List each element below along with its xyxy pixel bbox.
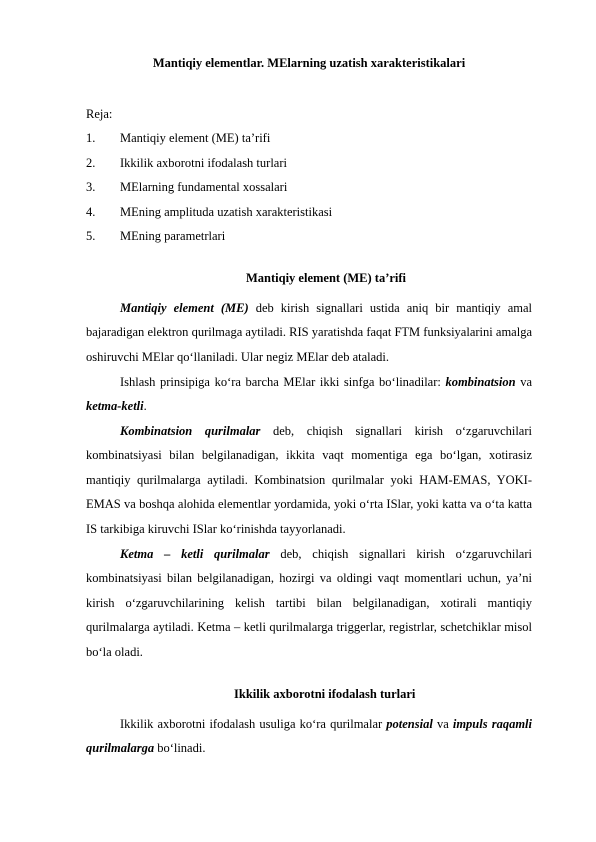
- plan-item-text: MEning amplituda uzatish xarakteristikasi: [120, 204, 333, 219]
- plan-item-text: MElarning fundamental xossalari: [120, 180, 288, 195]
- plan-item-number: 3.: [86, 180, 96, 195]
- term-emphasis: kombinatsion: [445, 374, 516, 389]
- paragraph-sequential: [86, 542, 532, 665]
- paragraph-text: deb kirish signallari ustida aniq bir mantiqiy amal bajaradigan elektron qurilmaga aytiladi. RIS yaratishda faqat FTM funksiyalarini amalga oshiruvchi MElar qo‘llaniladi. Ular negiz MElar deb ataladi.: [86, 300, 532, 364]
- paragraph-me-classes: [86, 370, 532, 419]
- plan-item-number: 4.: [86, 204, 96, 219]
- term-emphasis: potensial: [386, 716, 433, 731]
- plan-item-text: MEning parametrlari: [120, 229, 226, 244]
- plan-label: Reja:: [86, 107, 113, 121]
- plan-item-text: Ikkilik axborotni ifodalash turlari: [120, 155, 287, 170]
- paragraph-text: va: [515, 374, 532, 389]
- section-heading-binary-info: Ikkilik axborotni ifodalash turlari: [234, 687, 416, 701]
- term-emphasis: Kombinatsion qurilmalar: [120, 423, 261, 438]
- paragraph-binary-info: [86, 712, 532, 761]
- paragraph-text: Ikkilik axborotni ifodalash usuliga ko‘ra qurilmalar: [120, 716, 387, 731]
- section-heading-me-definition: Mantiqiy element (ME) ta’rifi: [246, 271, 407, 285]
- paragraph-text: bo‘linadi.: [154, 741, 206, 756]
- paragraph-text: deb, chiqish signallari kirish o‘zgaruvchilari kombinatsiyasi bilan belgilanadigan, ikkita vaqt momentiga ega bo‘lgan, xotirasiz mantiqiy qurilmalarga aytiladi. Kombinatsion qurilmalar yoki HAM-EMAS, YOKI-EMAS va boshqa alohida elementlar yordamida, yoki o‘rta ISlar, yoki katta va o‘ta katta IS tarkibiga kiruvchi ISlar ko‘rinishda tayyorlanadi.: [86, 423, 532, 536]
- plan-item-number: 5.: [86, 229, 96, 244]
- plan-item-number: 2.: [86, 155, 96, 170]
- term-emphasis: Mantiqiy element (ME): [120, 300, 249, 315]
- paragraph-combinational: [86, 419, 532, 542]
- paragraph-text: Ishlash prinsipiga ko‘ra barcha MElar ikki sinfga bo‘linadilar:: [120, 374, 446, 389]
- document-title: Mantiqiy elementlar. MElarning uzatish xarakteristikalari: [152, 56, 466, 70]
- paragraph-text: va: [432, 716, 453, 731]
- paragraph-text: .: [143, 399, 147, 414]
- term-emphasis: ketma-ketli: [86, 399, 144, 414]
- plan-item-text: Mantiqiy element (ME) ta’rifi: [120, 131, 271, 145]
- plan-item-number: 1.: [86, 131, 96, 145]
- term-emphasis: impuls raqamli qurilmalarga: [86, 716, 532, 756]
- term-emphasis: Ketma – ketli qurilmalar: [120, 546, 270, 561]
- paragraph-text: deb, chiqish signallari kirish o‘zgaruvchilari kombinatsiyasi bilan belgilanadigan, hozirgi va oldingi vaqt momentlari uchun, ya’ni kirish o‘zgaruvchilarining kelish tartibi bilan belgilanadigan, xotirali mantiqiy qurilmalarga aytiladi. Ketma – ketli qurilmalarga triggerlar, registrlar, schetchiklar misol bo‘la oladi.: [86, 546, 532, 659]
- paragraph-me-definition: [86, 296, 532, 370]
